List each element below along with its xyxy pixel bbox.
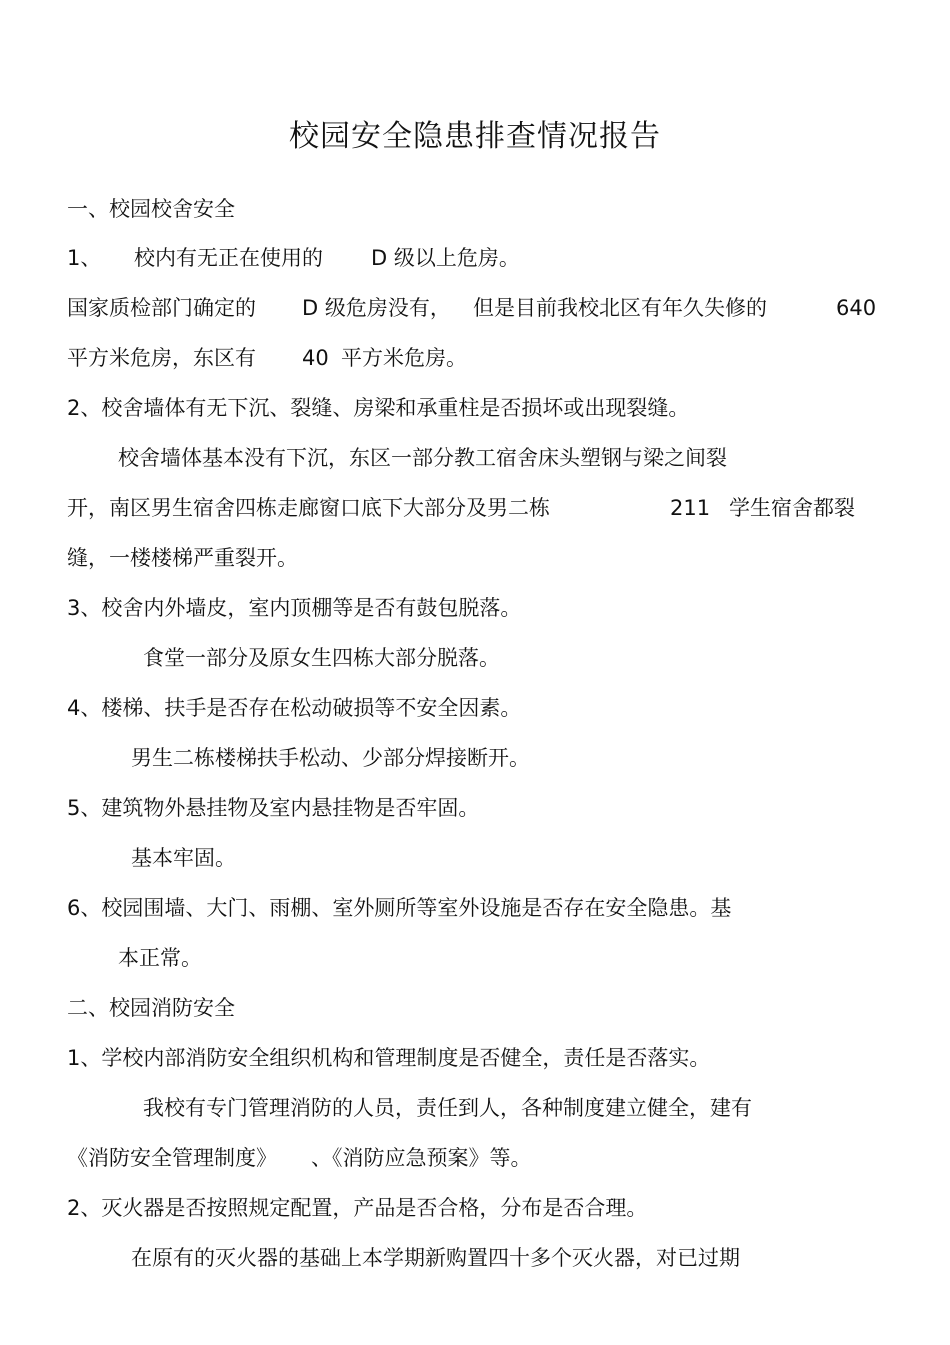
fire-item-2-answer: 在原有的灭火器的基础上本学期新购置四十多个灭火器，对已过期 [131, 1246, 740, 1270]
item-5-answer: 基本牢固。 [131, 846, 236, 870]
item-2-answer-a: 校舍墙体基本没有下沉，东区一部分教工宿舍床头塑钢与梁之间裂 [118, 446, 727, 470]
item-1-answer-c: 但是目前我校北区有年久失修的 [473, 296, 767, 320]
fire-item-1-answer-c: 、《消防应急预案》等。 [311, 1146, 532, 1170]
section-heading-2: 二、校园消防安全 [67, 996, 235, 1020]
item-1-answer-b: D 级危房没有， [302, 296, 451, 320]
item-2-question: 2、校舍墙体有无下沉、裂缝、房梁和承重柱是否损坏或出现裂缝。 [67, 396, 690, 420]
fire-item-1-answer-b: 《消防安全管理制度》 [67, 1146, 277, 1170]
item-2-answer-c: 学生宿舍都裂 [729, 496, 855, 520]
item-6-answer: 本正常。 [118, 946, 202, 970]
item-1-answer-e: 平方米危房。 [341, 346, 467, 370]
item-3-answer: 食堂一部分及原女生四栋大部分脱落。 [143, 646, 500, 670]
fire-item-2-question: 2、灭火器是否按照规定配置，产品是否合格，分布是否合理。 [67, 1196, 648, 1220]
item-5-question: 5、建筑物外悬挂物及室内悬挂物是否牢固。 [67, 796, 480, 820]
fire-item-1-question: 1、学校内部消防安全组织机构和管理制度是否健全，责任是否落实。 [67, 1046, 711, 1070]
item-1-answer-a: 国家质检部门确定的 [67, 296, 256, 320]
item-1-number: 1、 [67, 246, 102, 270]
item-1-answer-number: 640 [836, 296, 877, 320]
item-2-answer-b: 开，南区男生宿舍四栋走廊窗口底下大部分及男二栋 [67, 496, 550, 520]
section-heading-1: 一、校园校舍安全 [67, 197, 235, 221]
document-title: 校园安全隐患排查情况报告 [289, 119, 661, 154]
item-4-question: 4、楼梯、扶手是否存在松动破损等不安全因素。 [67, 696, 522, 720]
fire-item-1-answer-a: 我校有专门管理消防的人员，责任到人，各种制度建立健全，建有 [143, 1096, 752, 1120]
item-1-text-b: D 级以上危房。 [371, 246, 520, 270]
item-4-answer: 男生二栋楼梯扶手松动、少部分焊接断开。 [131, 746, 530, 770]
item-2-answer-number: 211 [670, 496, 711, 520]
item-3-question: 3、校舍内外墙皮，室内顶棚等是否有鼓包脱落。 [67, 596, 522, 620]
item-1-answer-d: 平方米危房，东区有 [67, 346, 256, 370]
item-1-answer-number-2: 40 [302, 346, 329, 370]
item-2-answer-d: 缝，一楼楼梯严重裂开。 [67, 546, 298, 570]
item-6-question: 6、校园围墙、大门、雨棚、室外厕所等室外设施是否存在安全隐患。基 [67, 896, 732, 920]
item-1-text-a: 校内有无正在使用的 [134, 246, 323, 270]
